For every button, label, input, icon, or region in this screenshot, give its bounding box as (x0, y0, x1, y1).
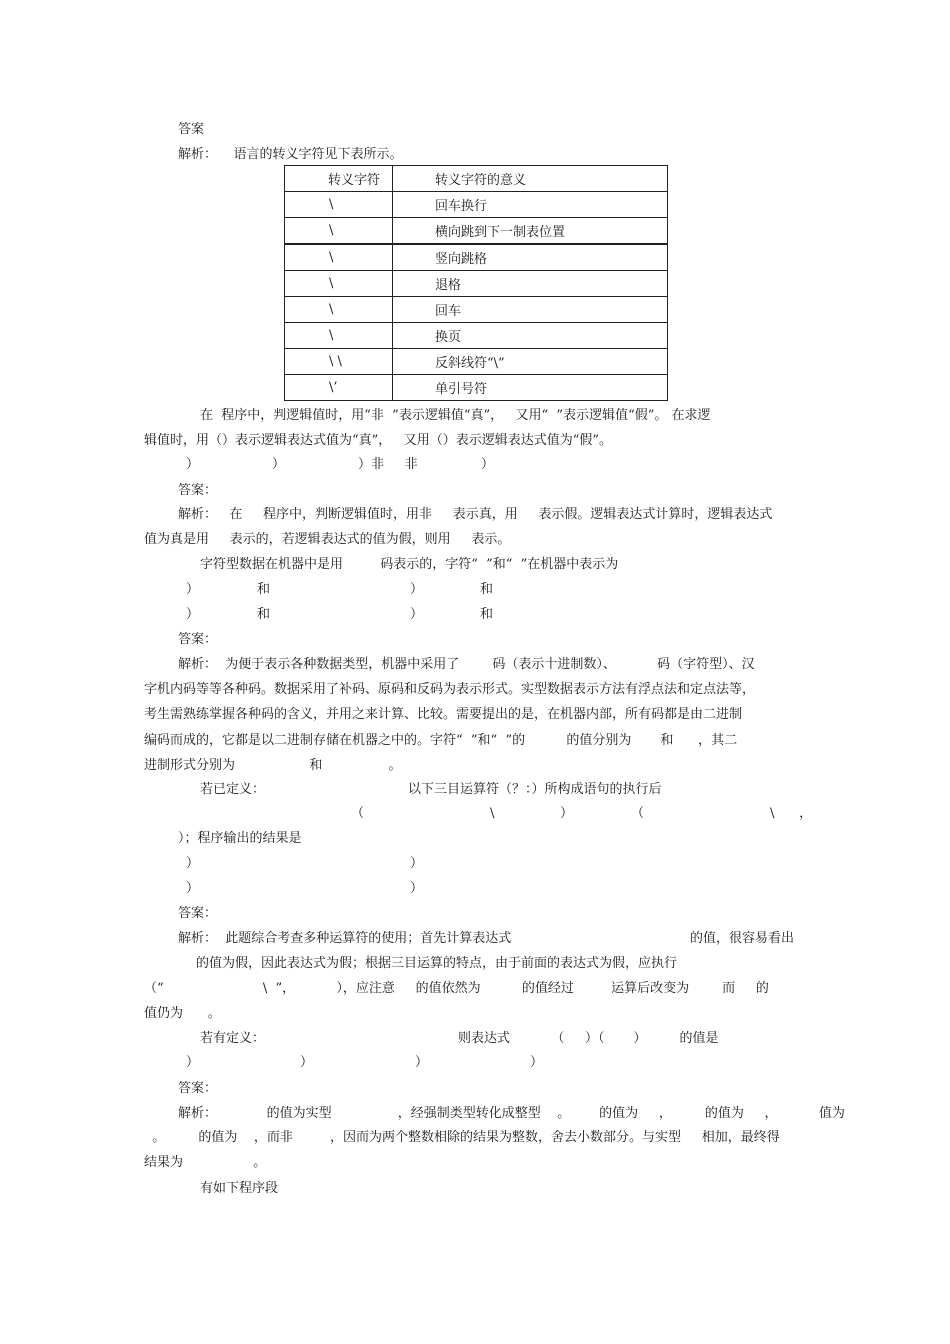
question-stem: 若已定义： (200, 782, 266, 797)
table-cell-char: \ \ (285, 349, 393, 375)
table-header-row (285, 166, 668, 192)
option-d: ） (530, 1055, 544, 1070)
table-row (285, 218, 668, 245)
option-a: ） (186, 1055, 200, 1070)
analysis-text: 编码而成的，它都是以二进制存储在机器之中的。字符“ ”和“ ”的 的值分别为 和 ，其二 (144, 733, 738, 748)
table-row (285, 271, 668, 297)
analysis-text: 字机内码等等各种码。数据采用了补码、原码和反码为表示形式。实型数据表示方法有浮点法和定点法等， (144, 682, 756, 697)
escape-char-table (284, 165, 668, 401)
analysis-text: （“ \ ”， ），应注意 的值依然为 的值经过 运算后改变为 而 的 (144, 981, 769, 996)
analysis-text: 解析： 语言的转义字符见下表所示。 (178, 147, 403, 162)
analysis-text: 的值，很容易看出 (690, 931, 795, 946)
question-stem: 在 程序中，判逻辑值时，用“非 ”表示逻辑值“真”， 又用“ ”表示逻辑值“假”。 在求逻 (200, 408, 711, 423)
answer-label: 答案： (178, 906, 218, 921)
option-b: ） (410, 856, 424, 871)
analysis-text: 解析： 在 程序中，判断逻辑值时，用非 表示真，用 表示假。逻辑表达式计算时，逻辑表达式 (178, 507, 773, 522)
analysis-text: 解析： 的值为实型 ，经强制类型转化成整型 。 的值为 ， 的值为 ， 值为 (178, 1106, 845, 1121)
option-b: ） (272, 457, 286, 472)
question-stem: 有如下程序段 (200, 1181, 279, 1196)
option-a: ） (186, 856, 200, 871)
table-cell-meaning: 回车换行 (393, 192, 668, 218)
question-stem: 字符型数据在机器中是用 码表示的，字符“ ”和“ ”在机器中表示为 (200, 557, 619, 572)
table-row (285, 192, 668, 218)
table-header-cell: 转义字符 (285, 166, 393, 192)
question-stem: ）；程序输出的结果是 (178, 831, 302, 846)
table-cell-meaning: 换页 (393, 323, 668, 349)
question-stem: 辑值时，用（）表示逻辑表达式值为“真”， 又用（）表示逻辑表达式值为“假”。 (144, 433, 612, 448)
table-cell-meaning: 反斜线符“\” (393, 349, 668, 375)
option-c: ） (415, 1055, 429, 1070)
question-stem: 则表达式 （ ）（ ） 的值是 (458, 1031, 719, 1046)
table-cell-meaning: 竖向跳格 (393, 244, 668, 271)
option-d: ） (410, 881, 424, 896)
code-fragment: ） (560, 806, 574, 821)
option-c: ） (186, 607, 200, 622)
table-cell-char: \ (285, 297, 393, 323)
table-cell-meaning: 退格 (393, 271, 668, 297)
table-row (285, 244, 668, 271)
analysis-text: 进制形式分别为 和 。 (144, 758, 402, 773)
answer-label: 答案 (178, 122, 205, 137)
analysis-text: 值仍为 。 (144, 1006, 221, 1021)
analysis-text: 解析： 此题综合考查多种运算符的使用；首先计算表达式 (178, 931, 512, 946)
option-d: ） (410, 607, 424, 622)
code-fragment: （ (351, 806, 365, 821)
table-cell-char: \’ (285, 375, 393, 401)
option-b-and: 和 (480, 582, 494, 597)
analysis-text: 的值为假，因此表达式为假；根据三目运算的特点，由于前面的表达式为假，应执行 (196, 956, 678, 971)
answer-label: 答案： (178, 632, 218, 647)
option-a-and: 和 (257, 582, 271, 597)
table-cell-char: \ (285, 323, 393, 349)
option-b: ） (410, 582, 424, 597)
table-cell-meaning: 回车 (393, 297, 668, 323)
option-c: ）非 非 (358, 457, 418, 472)
table-cell-char: \ (285, 218, 393, 245)
table-cell-char: \ (285, 271, 393, 297)
option-a: ） (186, 582, 200, 597)
code-fragment: \ ， (770, 806, 813, 821)
table-row (285, 349, 668, 375)
table-cell-char: \ (285, 244, 393, 271)
analysis-text: 。 的值为 ，而非 ，因而为两个整数相除的结果为整数，舍去小数部分。与实型 相加，最终得 (144, 1130, 780, 1145)
code-fragment: \ (490, 806, 495, 821)
table-row (285, 323, 668, 349)
table-cell-char: \ (285, 192, 393, 218)
table-row (285, 375, 668, 401)
question-stem: 以下三目运算符（？：）所构成语句的执行后 (408, 782, 662, 797)
option-c-and: 和 (257, 607, 271, 622)
analysis-text: 考生需熟练掌握各种码的含义，并用之来计算、比较。需要提出的是，在机器内部，所有码都是由二进制 (144, 707, 743, 722)
answer-label: 答案： (178, 483, 218, 498)
table-cell-meaning: 横向跳到下一制表位置 (393, 218, 668, 245)
analysis-text: 值为真是用 表示的，若逻辑表达式的值为假，则用 表示。 (144, 532, 511, 547)
option-d-and: 和 (480, 607, 494, 622)
question-stem: 若有定义： (200, 1031, 266, 1046)
table-row (285, 297, 668, 323)
option-d: ） (481, 457, 495, 472)
option-b: ） (300, 1055, 314, 1070)
answer-label: 答案： (178, 1081, 218, 1096)
table-header-cell: 转义字符的意义 (393, 166, 668, 192)
analysis-text: 解析： 为便于表示各种数据类型，机器中采用了 码（表示十进制数）、 码（字符型）、汉 (178, 657, 755, 672)
table-cell-meaning: 单引号符 (393, 375, 668, 401)
code-fragment: （ (631, 806, 645, 821)
analysis-text: 结果为 。 (144, 1155, 267, 1170)
option-a: ） (186, 457, 200, 472)
option-c: ） (186, 881, 200, 896)
